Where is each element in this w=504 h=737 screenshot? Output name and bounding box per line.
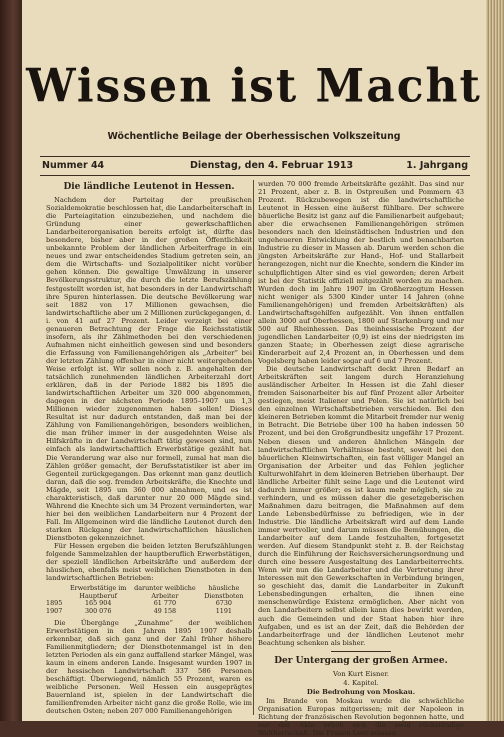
table-cell: 300 076 — [84, 607, 112, 616]
table-cell: 49 158 — [153, 607, 177, 616]
article-paragraph: Die Übergänge „Zunahme“ der weiblichen Erwerbstätigen in den Jahren 1895 1907 deshalb erkennbar, daß sich ganz und der Zahl früher höhere Familienmitgliedern; der Dienstbotenmangel ist in den letzten Perioden als ein ganz auffallend starker Mängel, was kaum in einem anderen Lande. Insgesamt wurden 1907 in der hessischen Landwirtschaft 337 586 Personen beschäftigt. Überwiegend, nämlich 55 Prozent, waren es weibliche Personen. Weil Hessen ein ausgeprägtes Bauernland ist, spielen in der Landwirtschaft die familienfremden Arbeiter nicht ganz die große Rolle, wie im deutschen Osten; neben 207 000 Familienangehörigen — [46, 618, 252, 716]
article-paragraph: wurden 70 000 fremde Arbeitskräfte gezählt. Das sind nur 21 Prozent, aber z. B. in Ostpreußen und Pommern 43 Prozent. Rückzubewegen ist die landwirtschaftliche Leutenot in Hessen eine äußerst fühlbare. Der schwere bäuerliche Besitz ist ganz auf die Familienarbeit aufgebaut; aber die erwachsenen Familienangehörigen strömen besonders nach den kleinstädtischen Industrien und den ungeheueren Entwicklung der bestlich und benachbarten Industrie zu dieser in Massen ab. Darum werden schon die jüngsten Arbeitskräfte zur Hand-, Hof- und Stallarbeit herangezogen, nicht nur die Knechte, sondern die Kinder im schulpflichtigen Alter sind es viel geworden; deren Arbeit ist bei der Statistik offiziell mitgezählt worden zu machen. Wurden doch im Jahre 1907 im Großherzogtum Hessen nicht weniger als 5300 Kinder unter 14 Jahren (ohne Familienangehörigen) und fremden Arbeitskräften) als Landwirtschaftsgehilfen aufgezählt. Von ihnen entfallen allein 3000 auf Oberhessen, 1800 auf Starkenburg und nur 500 auf Rheinhessen. Das theinhessische Prozent der jugendlichen Landarbeiter (0,9) ist eins der niedrigsten im ganzen Staate; in Oberhessen zeigt diese agrarische Kinderarbeit auf 2,4 Prozent an, in Oberhessen und dem Vogelsberg haben leider sogar auf 6 und 7 Prozent. — [258, 180, 464, 366]
article-paragraph: Die deutsche Landwirtschaft deckt ihren Bedarf an Arbeitskräften seit langem durch Heranziehung ausländischer Arbeiter. In Hessen ist die Zahl dieser fremden Saisonarbeiter bis auf fünf Prozent aller Arbeiter gestiegen, meist Italiener und Polen. Sie ist natürlich bei den einzelnen Wirtschaftsbetrieben verschieden. Bei den kleineren Betrieben kommt die Mitarbeit fremder nur wenig in Betracht. Die Betriebe über 100 ha haben indessen 50 Prozent, und bei den Großgrundbesitz ungefähr 17 Prozent. Neben diesen und anderen ähnlichen Mängeln der landwirtschaftlichen Verhältnisse besteht, soweit bei den bäuerlichen Kleinwirtschaften, ein fast völliger Mangel an Organisation der Arbeiter und das Fehlen jeglicher Kulturwohlfahrt in dem kleineren Betrieben überhaupt. Der ländliche Arbeiter fühlt seine Lage und die Leutenot wird dadurch immer größer; es ist kaum mehr möglich, sie zu verhindern, und es müssen daher die gesetzgeberischen Maßnahmen dazu beitragen, die Maßnahmen auf dem Lande Lebensbedürfnisse zu befriedigen, wie in der Industrie. Die ländliche Arbeitskraft wird auf dem Lande immer wertvoller, und darum müssen die Bemühungen, die Landarbeiter auf dem Lande festzuhalten, fortgesetzt werden. Auf diesem Standpunkt steht z. B. der Reichstag durch die Einführung der Reichsversicherungsordnung und durch eine bessere Ausgestaltung des Landarbeiterrechts. Wenn wir nun die Landarbeiter und die Vertretung ihrer Interessen mit den Gewerkschaften in Verbindung bringen, so geschieht das, damit die Landarbeiter in Zukunft Lebensbedingungen erhalten, die ihnen eine menschenwürdige Existenz ermöglichen. Aber nicht von den Landarbeitern selbst allein kann dies bewirkt werden, auch die Gemeinden und der Staat haben hier ihre Aufgaben, und es ist an der Zeit, daß die Behörden der Landarbeiterfrage und der ländlichen Leutenot mehr Beachtung schenken als bisher. — [258, 365, 464, 647]
column-divider — [253, 180, 254, 715]
page-edges — [486, 0, 504, 721]
column-right — [258, 180, 464, 737]
rule-bottom — [40, 175, 470, 176]
table-cell: 61 770 — [153, 599, 177, 608]
issue-volume: 1. Jahrgang — [406, 160, 468, 171]
statistics-table — [46, 585, 252, 615]
column-left — [46, 180, 252, 715]
table-cell: 165 904 — [84, 599, 112, 608]
table-header-row — [46, 585, 252, 600]
table-header — [46, 585, 62, 600]
article2-part: 4. Kapitel. — [343, 678, 379, 687]
table-cell: 1191 — [215, 607, 232, 616]
table-header: darunter weibliche Arbeiter — [134, 584, 196, 600]
table-cell: 1895 — [46, 599, 63, 608]
table-row — [46, 608, 252, 616]
article-paragraph: Nachdem der Parteitag der preußischen Sozialdemokratie beschlossen hat, die Landarbeiterschaft in die Parteiagitation einzubeziehen, und nachdem die Gründung einer gewerkschaftlichen Landarbeiterorganisation bereits erfolgt ist, dürfte das besondere, bisher aber in der großen Öffentlichkeit unbekannte Problem der ländlichen Arbeiterfrage in ein neues und zwar entscheidendes Stadium getreten sein, an dem die Wirtschafts- und Sozialpolitiker nicht vorüber gehen können. Die gewaltige Umwälzung in unserer Bevölkerungsstruktur, die durch die letzte Berufszählung festgestellt worden ist, hat besonders in der Landwirtschaft ihre Spuren hinterlassen. Die deutsche Bevölkerung war seit 1882 von 17 Millionen gewachsen, die landwirtschaftliche aber um 2 Millionen zurückgegangen, d. i. von 41 auf 27 Prozent. Leider verzeigt bei einer genaueren Betrachtung der Frage die Reichsstatistik insofern, als ihr Zählmethoden bei den verschiedenen Aufnahmen nicht einheitlich gewesen sind und besonders die Erfassung von Familienangehörigen als „Arbeiter“ bei der letzten Zählung offenbar in einer nicht weitergehenden Weise erfolgt ist. Wir sollen noch z. B. angehalten der tatsächlich zunehmenden ländlichen Arbeiterzahl dort erklären, daß in der Periode 1882 bis 1895 die landwirtschaftlichen Arbeiter um 320 000 abgenommen, dagegen in der nächsten Periode 1895–1907 um 1,3 Millionen wieder zugenommen haben sollen! Dieses Resultat ist nur dadurch entstanden, daß man bei der Zählung von Familienangehörigen, besonders weiblichen, die man früher immer in der ausgedehnten Weise als Hilfskräfte in der Landwirtschaft tätig gewesen sind, nun einfach als landwirtschaftlich Erwerbstätige gezählt hat. Die Veranderung war also nur formell, zumal hat man die Zählen größer gemacht, der Berufsstatistiker ist aber im Gegenteil zurückgegangen. Das erkennt man ganz deutlich daran, daß die sog. fremden Arbeitskräfte, die Knechte und Mägde, seit 1895 um 360 000 abnahmen, und es ist charakteristisch, daß darunter nur 20 000 Mägde sind. Während die Knechte sich um 34 Prozent verminderten, war hier bei den weiblichen Landarbeitern nur 4 Prozent der Fall. Im Allgemeinen wird die ländliche Leutenot durch den starken Rückgang der landwirtschaftlichen häuslichen Dienstboten gekennzeichnet. — [46, 196, 252, 542]
article2-title: Der Untergang der großen Armee. — [274, 655, 448, 666]
table-cell: 6730 — [215, 599, 232, 608]
book-spine — [0, 0, 22, 721]
article-title: Die ländliche Leutenot in Hessen. — [63, 182, 235, 192]
article2-author: Von Kurt Eisner. — [332, 669, 390, 678]
article2-subhead: Die Bedrohung von Moskau. — [306, 687, 416, 696]
table-cell: 1907 — [46, 607, 63, 616]
newspaper-page — [22, 0, 486, 737]
masthead-title: Wissen ist Macht — [26, 59, 482, 114]
article2-paragraph: Im Brande von Moskau wurde die schwächliche Organisation Europas mitgerissen; mit der Napoleon in Richtung der französischen Revolution begonnen hatte, und nur der Akte erhob sich die ewig rückständige Weltherrschaft. Die Frauen Leer müssen — [258, 696, 464, 737]
table-header: Erwerbstätige im Hauptberuf — [69, 584, 127, 600]
article-separator — [331, 651, 391, 652]
article-paragraph: Für Hessen ergeben die beiden letzten Berufszählungen folgende Sammelzahlen der hauptberuflich Erwerbstätigen, der speziell ländlichen Arbeitskräfte und außerdem der häuslichen, ebenfalls meist weiblichen Dienstboten in den landwirtschaftlichen Betrieben: — [46, 542, 252, 583]
issue-bar — [40, 157, 470, 175]
issue-date: Dienstag, den 4. Februar 1913 — [190, 160, 354, 171]
issue-number: Nummer 44 — [42, 160, 105, 171]
table-header: häusliche Dienstboten — [204, 584, 244, 600]
masthead-subtitle: Wöchentliche Beilage der Oberhessischen Volkszeitung — [107, 131, 401, 142]
